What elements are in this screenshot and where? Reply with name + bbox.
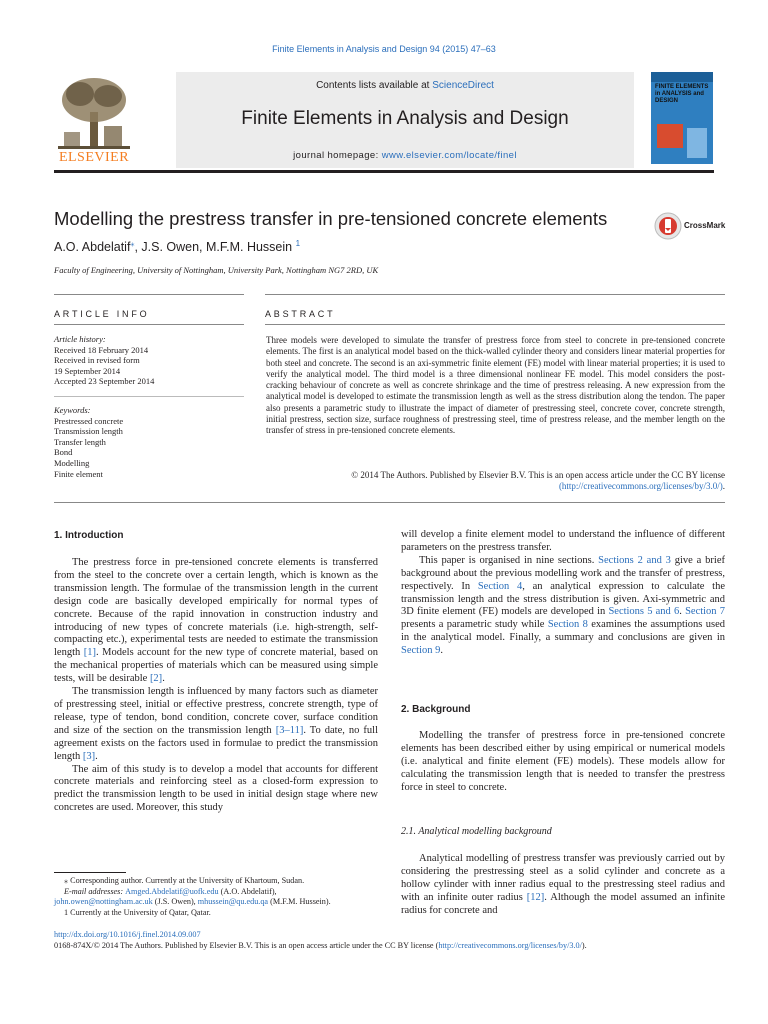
paragraph xyxy=(54,557,378,686)
footnote-corresponding: ⁎ Corresponding author. Currently at the University of Khartoum, Sudan. xyxy=(64,876,305,885)
info-divider xyxy=(54,396,244,397)
section-link[interactable]: Sections 2 and 3 xyxy=(598,554,671,566)
text-run: . xyxy=(679,606,686,618)
text-run: . xyxy=(95,750,98,762)
footnote-emails xyxy=(54,887,384,898)
text-run: This paper is organised in nine sections. xyxy=(419,554,599,566)
abstract-copyright xyxy=(266,470,725,493)
issn-end: ). xyxy=(581,940,587,950)
keywords-label: Keywords: xyxy=(54,405,91,415)
cover-graphic xyxy=(657,124,683,148)
section-link[interactable]: Section 7 xyxy=(685,606,725,618)
footnote-rule xyxy=(54,872,126,873)
header-rule xyxy=(54,170,714,173)
keyword: Prestressed concrete xyxy=(54,415,124,426)
history-line: Received 18 February 2014 xyxy=(54,344,149,355)
history-line: Accepted 23 September 2014 xyxy=(54,376,155,387)
corresponding-mark[interactable]: ⁎ xyxy=(130,239,135,248)
homepage-prefix: journal homepage: xyxy=(293,150,382,161)
section-rule xyxy=(265,324,725,325)
introduction-text-continued xyxy=(401,529,725,658)
author-name[interactable]: A.O. Abdelatif xyxy=(54,240,131,255)
footnote-mark[interactable]: 1 xyxy=(295,239,301,248)
email-link[interactable]: mhussein@qu.edu.qa xyxy=(197,897,269,906)
reference-link[interactable]: [3] xyxy=(82,750,96,762)
paragraph: Modelling the transfer of prestress force in pre-tensioned concrete elements has been described either by using empirical or numerical models (i.e. analytical and finite element (FE) models). These models allow for calculating the transmission length that is needed to transfer the prestress force in steel to concrete. xyxy=(401,730,725,793)
author-list xyxy=(54,239,300,254)
text-run: examines the assumptions used in the analytical model. Finally, a summary and conclusions are given in xyxy=(401,619,725,644)
email-label: E-mail addresses: xyxy=(64,886,126,896)
section-rule xyxy=(54,294,244,295)
email-owner: (A.O. Abdelatif), xyxy=(218,886,277,896)
text-run: . To date, no full agreement exists on the factors used in formulae to predict the transmission length xyxy=(54,724,378,762)
paragraph xyxy=(54,686,378,763)
history-label: Article history: xyxy=(54,334,106,344)
abstract-rule xyxy=(54,502,725,503)
footnote-emails xyxy=(54,897,384,908)
affiliation: Faculty of Engineering, University of Nottingham, University Park, Nottingham NG7 2RD, UK xyxy=(54,265,379,275)
sciencedirect-link[interactable]: ScienceDirect xyxy=(432,80,494,91)
email-link[interactable]: Amged.Abdelatif@uofk.edu xyxy=(125,886,219,896)
license-link[interactable]: http://creativecommons.org/licenses/by/3.0/ xyxy=(438,940,582,950)
issn-line xyxy=(54,941,734,952)
paragraph xyxy=(401,555,725,658)
article-title: Modelling the prestress transfer in pre-tensioned concrete elements xyxy=(54,208,608,229)
text-run: The prestress force in pre-tensioned concrete elements is transferred from the steel to the concrete over a certain length, which is known as the transmission length. The formulae of the transmission length in the current design code are basically developed empirically for normal types of concrete. Because of the rapid innovation in construction industry and introducing of new types of concrete materials (i.e. high-strength, self-compacting etc.), experimental tests are needed to estimate the transmission length xyxy=(54,557,378,659)
license-end: . xyxy=(722,481,725,492)
keyword: Transmission length xyxy=(54,426,123,437)
section-link[interactable]: Sections 5 and 6 xyxy=(608,606,680,618)
analytical-subheading: 2.1. Analytical modelling background xyxy=(401,826,552,837)
section-rule xyxy=(265,294,725,295)
background-text xyxy=(401,730,725,795)
text-run: . Models account for the new type of concrete material, based on the mechanical properties of materials which can be measured using simple tests, will be desirable xyxy=(54,647,378,685)
journal-cover-thumbnail[interactable] xyxy=(651,72,713,164)
doi-link[interactable]: http://dx.doi.org/10.1016/j.finel.2014.09.007 xyxy=(54,930,201,939)
keyword: Transfer length xyxy=(54,436,106,447)
cover-graphic xyxy=(687,128,707,158)
introduction-heading: 1. Introduction xyxy=(54,530,124,541)
text-run: , an analytical expression to calculate the transmission length and the stress distribution is given. Axi-symmetric and 3D finite element (FE) models are developed in xyxy=(401,580,725,618)
text-run: The transmission length is influenced by many factors such as diameter of prestressing steel, initial or effective prestress, concrete strength, type of release, type of tendon, bond condition, concrete cover, surface condition and size of the section on the transmission length xyxy=(54,686,378,736)
cover-title: FINITE ELEMENTS in ANALYSIS and DESIGN xyxy=(655,84,709,104)
section-link[interactable]: Section 9 xyxy=(401,645,441,657)
text-run: presents a parametric study while xyxy=(401,619,548,631)
paragraph: The aim of this study is to develop a model that accounts for different concrete materials and reinforcing steel as a closed-form expression to predict the transmission length to be used in initial design stage where new concretes are used. Moreover, this study xyxy=(54,763,378,814)
journal-title: Finite Elements in Analysis and Design xyxy=(241,108,569,129)
section-link[interactable]: Section 8 xyxy=(547,619,588,631)
footnotes xyxy=(54,876,384,918)
abstract-text: Three models were developed to simulate the transfer of prestress force from steel to concrete in pre-tensioned concrete elements. The first is an analytical model based on the thick-walled cylinder theory and considers linear material properties for both steel and concrete. The second is an axi-symmetric finite element (FE) model with linear material properties; it is used to verify the analytical model. The third model is a three dimensional nonlinear FE model. This model considers the post-cracking behaviour of concrete as well as concrete shrinkage and the time of prestress releasing. A new expression from the analytical model is developed to estimate the transmission length as well as the stress distribution along the tendon. The paper also presents a parametric study to illustrate the impact of diameter of prestressing steel, concrete cover, concrete strength, initial prestress, section size, surface roughness of prestressing steel, time of prestress release, and the member length on the transfer of stress in pre-tensioned concrete elements. xyxy=(266,335,725,436)
keywords-list xyxy=(54,405,244,479)
paragraph xyxy=(401,853,725,918)
section-rule xyxy=(54,324,244,325)
article-history xyxy=(54,334,244,387)
reference-link[interactable]: [3–11] xyxy=(275,724,304,736)
keyword: Bond xyxy=(54,447,73,458)
text-run: . xyxy=(162,673,165,685)
email-owner: (J.S. Owen), xyxy=(152,897,198,906)
reference-link[interactable]: [2] xyxy=(149,673,163,685)
homepage-line xyxy=(176,150,634,161)
analytical-text xyxy=(401,853,725,918)
crossmark-label: CrossMark xyxy=(684,221,726,230)
cover-strip xyxy=(651,72,713,82)
crossmark-button[interactable] xyxy=(654,212,734,240)
article-info-heading: ARTICLE INFO xyxy=(54,309,150,319)
footnote-affiliation: 1 Currently at the University of Qatar, Qatar. xyxy=(64,907,211,917)
history-line: Received in revised form xyxy=(54,355,140,366)
keyword: Modelling xyxy=(54,457,90,468)
reference-link[interactable]: [12] xyxy=(526,891,545,903)
crossmark-icon xyxy=(654,212,682,240)
keyword: Finite element xyxy=(54,468,103,479)
abstract-heading: ABSTRACT xyxy=(265,309,336,319)
reference-link[interactable]: [1] xyxy=(83,647,97,659)
email-owner: (M.F.M. Hussein). xyxy=(268,897,331,906)
journal-citation[interactable]: Finite Elements in Analysis and Design 94 (2015) 47–63 xyxy=(272,44,496,54)
contents-line xyxy=(176,80,634,91)
elsevier-wordmark: ELSEVIER xyxy=(58,150,130,165)
text-run: . xyxy=(440,645,443,657)
copyright-text: © 2014 The Authors. Published by Elsevier B.V. This is an open access article under the CC BY license xyxy=(351,470,725,480)
contents-prefix: Contents lists available at xyxy=(316,80,433,91)
author-names: , J.S. Owen, M.F.M. Hussein xyxy=(134,240,296,255)
text-run: . Although the model assumed an infinite radius for concrete and xyxy=(401,891,725,916)
email-link[interactable]: john.owen@nottingham.ac.uk xyxy=(54,897,153,906)
license-link[interactable]: (http://creativecommons.org/licenses/by/3.0/) xyxy=(558,481,723,492)
elsevier-tree-logo[interactable] xyxy=(54,74,134,166)
background-heading: 2. Background xyxy=(401,704,471,715)
homepage-link[interactable]: www.elsevier.com/locate/finel xyxy=(381,150,517,161)
issn-text: 0168-874X/© 2014 The Authors. Published by Elsevier B.V. This is an open access article under the CC BY license ( xyxy=(54,940,439,950)
paragraph: will develop a finite element model to understand the influence of different parameters on the prestress transfer. xyxy=(401,529,725,553)
introduction-text xyxy=(54,557,378,815)
history-line: 19 September 2014 xyxy=(54,365,121,376)
text-run: give a brief background about the previous modelling work and the transfer of prestress, respectively. In xyxy=(401,554,725,592)
doi-block xyxy=(54,930,734,951)
text-run: Analytical modelling of prestress transfer was previously carried out by considering the prestressing steel as a solid cylinder and concrete as a hollow cylinder with inner radius equal to the prestressing steel radius and with an infinite outer radius xyxy=(401,853,725,903)
section-link[interactable]: Section 4 xyxy=(477,580,523,592)
